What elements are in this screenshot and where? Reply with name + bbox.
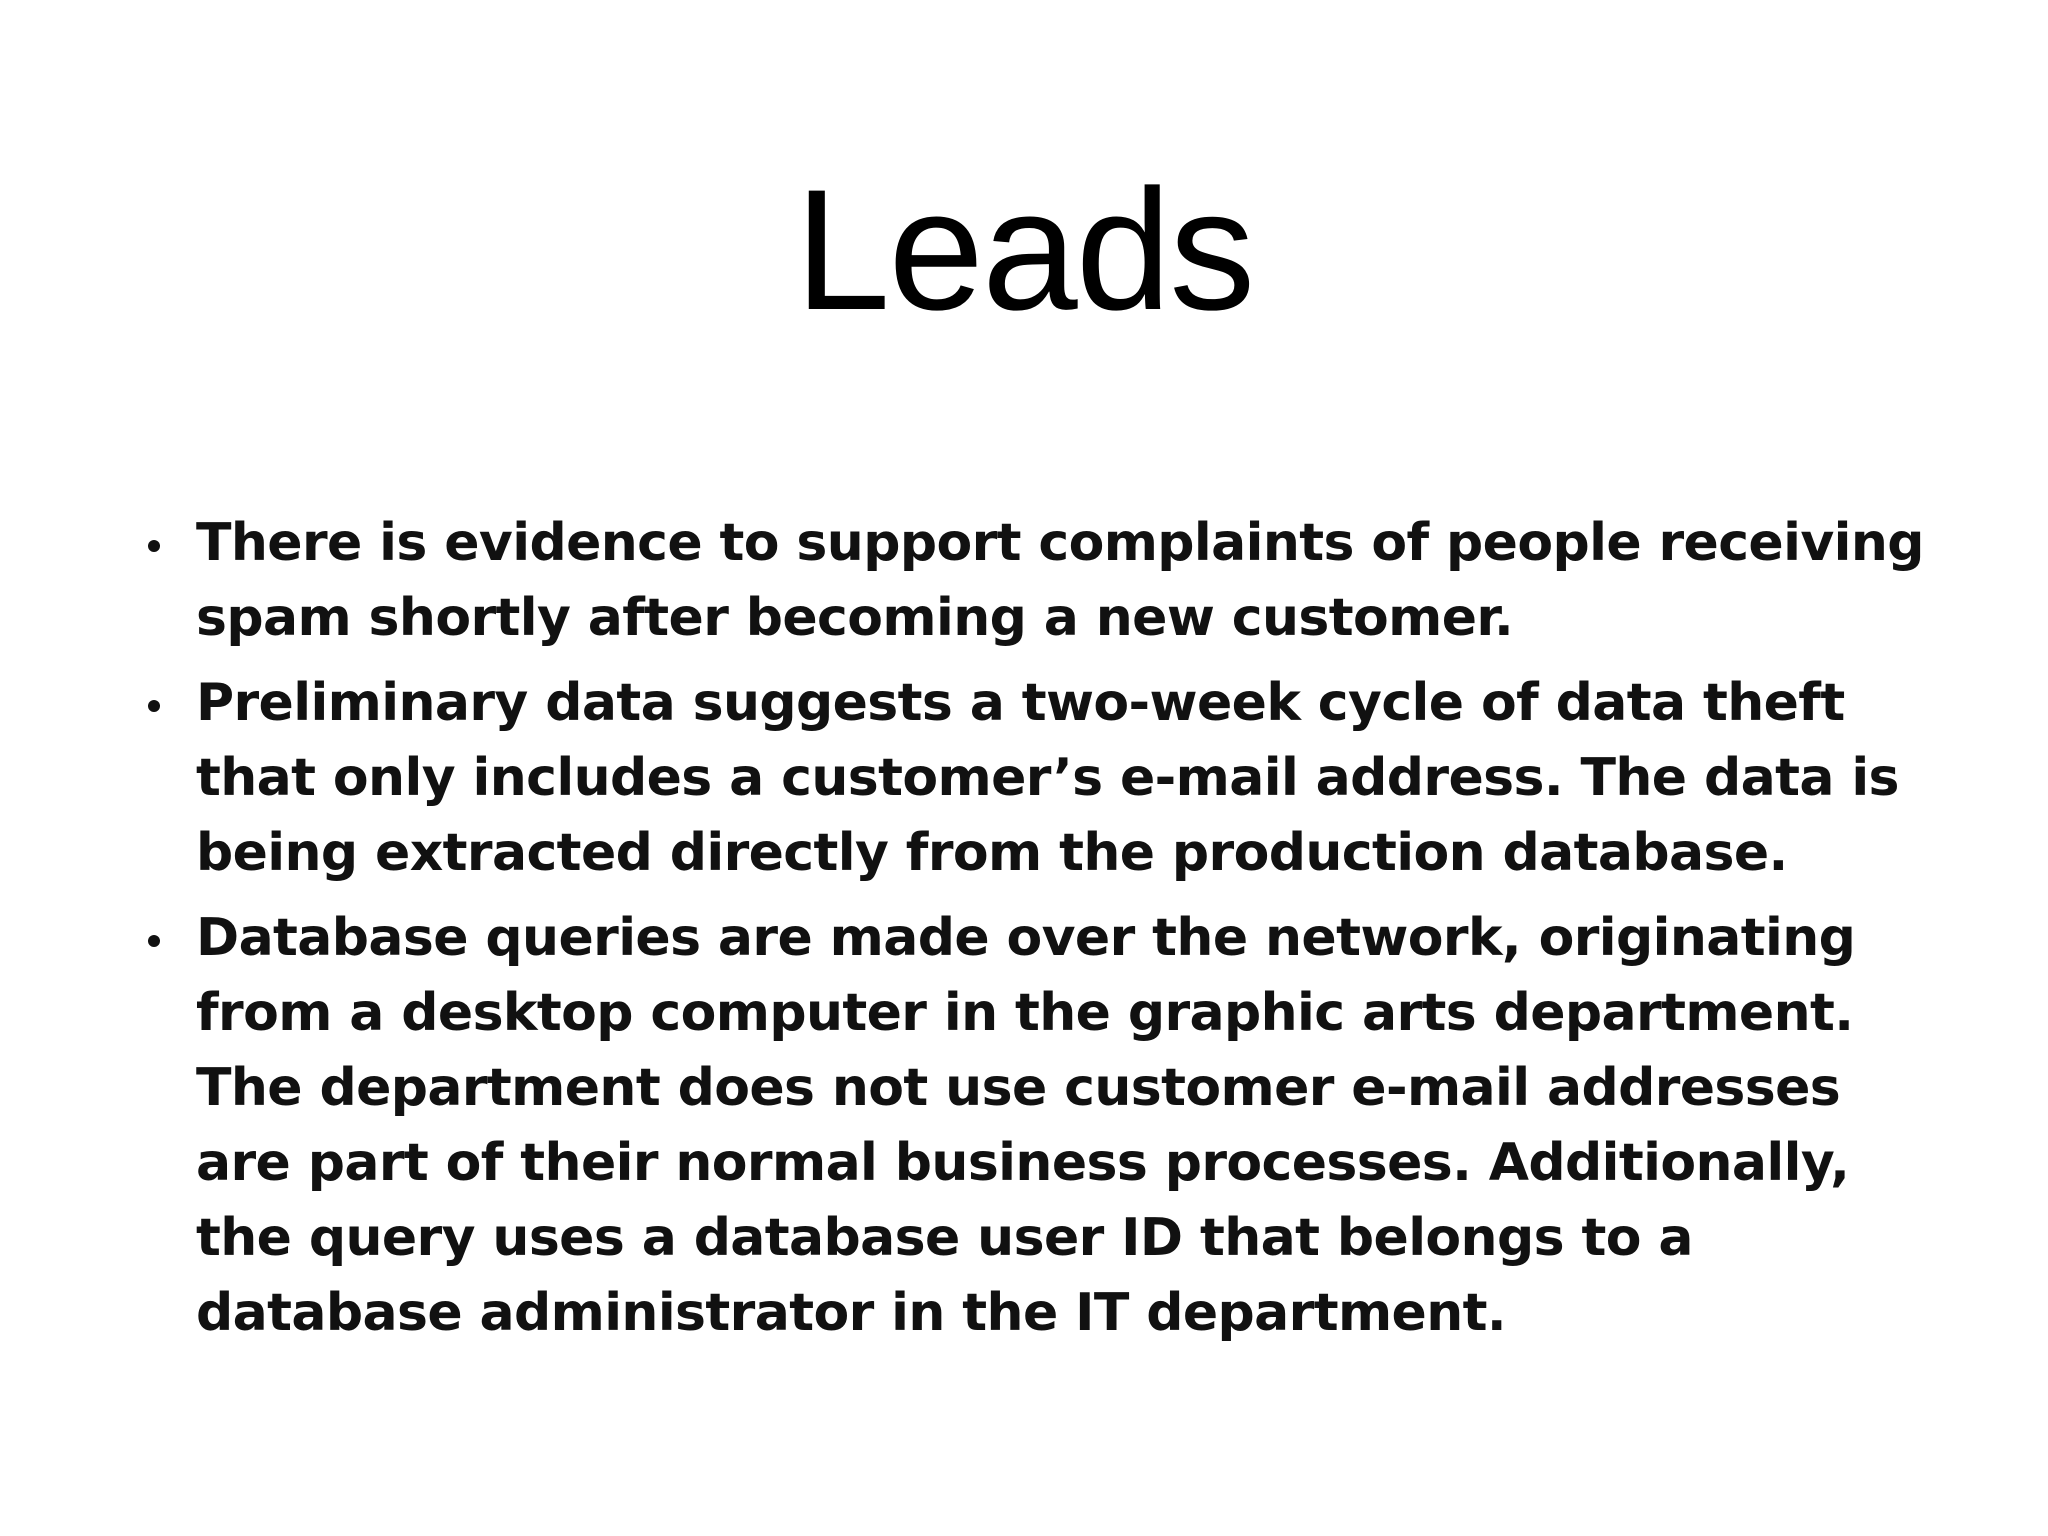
slide-title: Leads bbox=[794, 154, 1254, 346]
bullet-text: There is evidence to support complaints of people receiving spam shortly after becoming a new customer. bbox=[196, 513, 1924, 648]
bullet-point-icon bbox=[148, 540, 160, 552]
bullet-text: Preliminary data suggests a two-week cycle of data theft that only includes a customer’s e-mail address. The data is being extracted directly from the production database. bbox=[196, 673, 1899, 883]
bullet-item-2 bbox=[138, 666, 1938, 891]
bullet-item-3 bbox=[138, 901, 1938, 1351]
bullet-point-icon bbox=[148, 935, 160, 947]
bullet-item-1 bbox=[138, 506, 1938, 656]
bullet-point-icon bbox=[148, 700, 160, 712]
bullet-list bbox=[138, 506, 1938, 1361]
bullet-text: Database queries are made over the network, originating from a desktop computer in the graphic arts department. The department does not use customer e-mail addresses are part of their normal business processes. Additionally, the query uses a database user ID that belongs to a database administrator in the IT department. bbox=[196, 908, 1856, 1343]
